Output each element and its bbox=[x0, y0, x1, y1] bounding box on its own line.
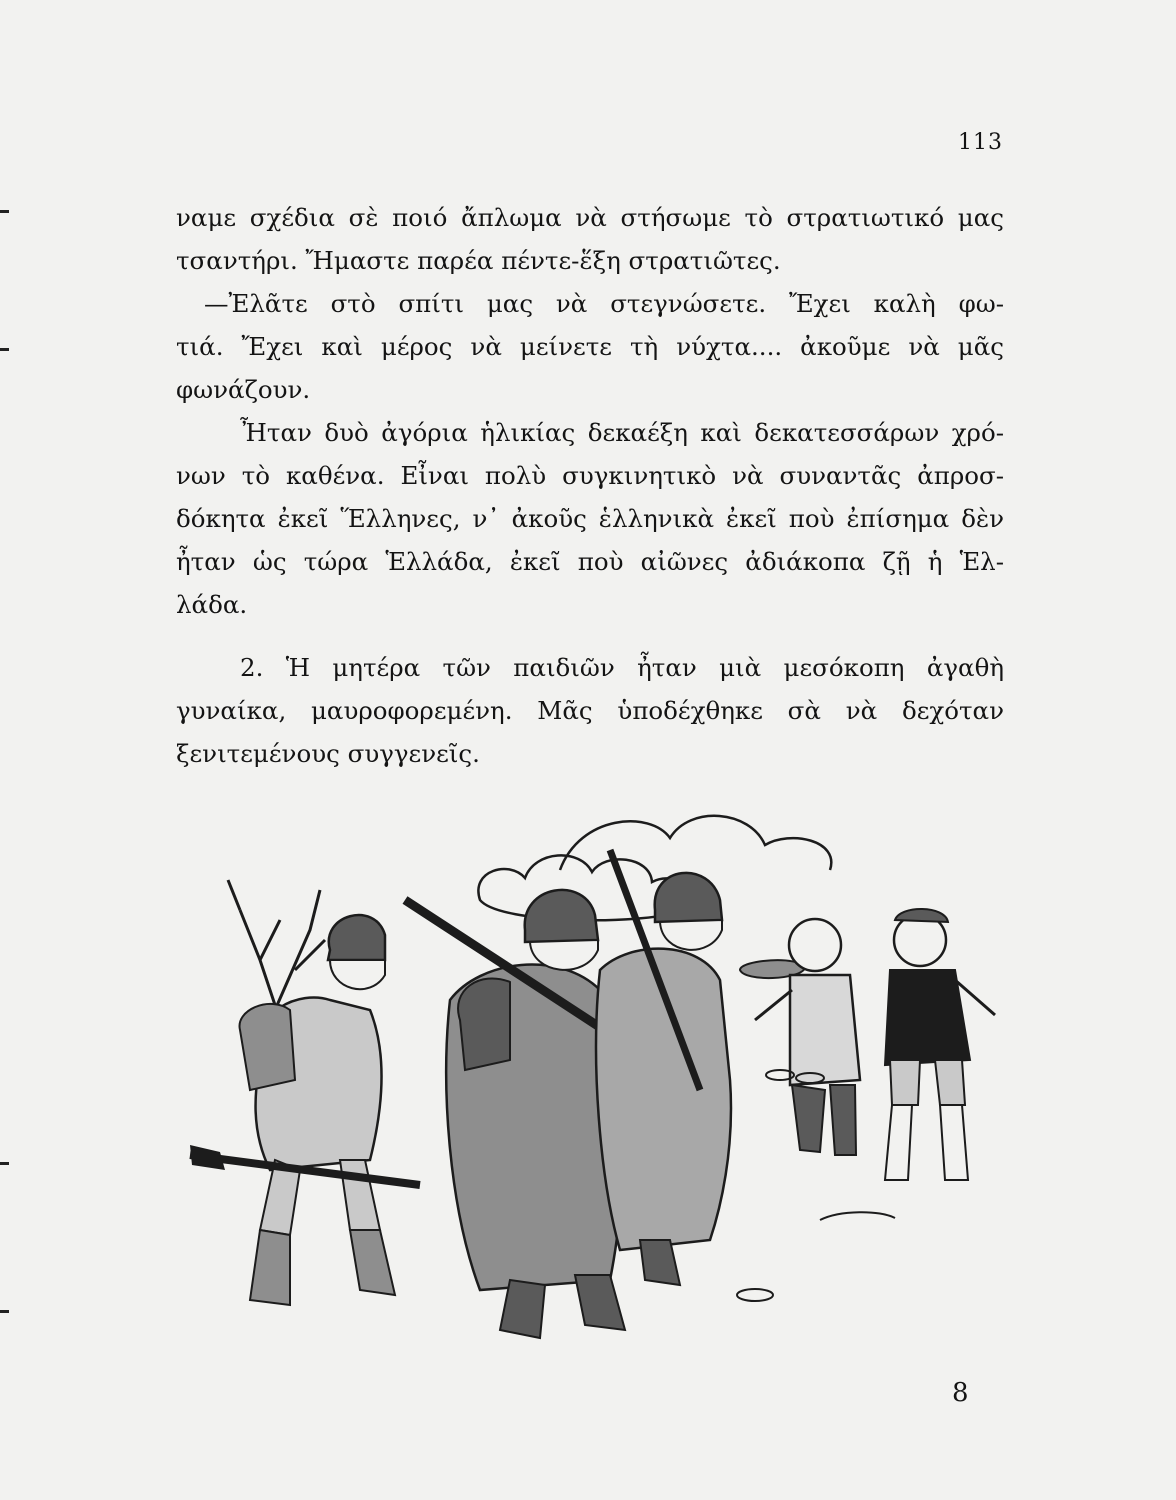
text-line: Ἦταν δυὸ ἀγόρια ἡλικίας δεκαέξη καὶ δεκατεσσάρων χρό- bbox=[240, 418, 1004, 447]
text-line: λάδα. bbox=[176, 590, 248, 619]
soldiers-illustration bbox=[180, 760, 1020, 1360]
margin-mark bbox=[0, 210, 9, 213]
soldier-left bbox=[190, 915, 420, 1305]
cloud-shape bbox=[560, 816, 831, 870]
text-line: ξενιτεμένους συγγενεῖς. bbox=[176, 739, 480, 768]
text-line: τσαντήρι. Ἤμαστε παρέα πέντε-ἕξη στρατιῶτες. bbox=[176, 246, 781, 275]
text-line: ἦταν ὡς τώρα Ἑλλάδα, ἐκεῖ ποὺ αἰῶνες ἀδιάκοπα ζῇ ἡ Ἑλ- bbox=[176, 547, 1004, 576]
text-line: 2. Ἡ μητέρα τῶν παιδιῶν ἦταν μιὰ μεσόκοπη ἀγαθὴ bbox=[240, 653, 1004, 682]
page-number: 113 bbox=[958, 130, 1003, 155]
text-line: φωνάζουν. bbox=[176, 375, 311, 404]
text-line: γυναίκα, μαυροφορεμένη. Μᾶς ὑποδέχθηκε σὰ νὰ δεχόταν bbox=[176, 696, 1004, 725]
body-text bbox=[176, 196, 1004, 775]
text-line: νων τὸ καθένα. Εἶναι πολὺ συγκινητικὸ νὰ συναντᾶς ἀπροσ- bbox=[176, 461, 1004, 490]
boy-dark-jacket bbox=[885, 909, 995, 1180]
text-line: δόκητα ἐκεῖ Ἕλληνες, ν᾿ ἀκοῦς ἑλληνικὰ ἐκεῖ ποὺ ἐπίσημα δὲν bbox=[176, 504, 1004, 533]
soldier-right bbox=[596, 850, 731, 1285]
boy-with-tray bbox=[740, 919, 860, 1155]
text-line: ναμε σχέδια σὲ ποιό ἄπλωμα νὰ στήσωμε τὸ στρατιωτικό μας bbox=[176, 203, 1004, 232]
printer-signature: 8 bbox=[952, 1378, 969, 1408]
margin-mark bbox=[0, 1310, 9, 1313]
margin-mark bbox=[0, 1162, 9, 1165]
text-line: τιά. Ἔχει καὶ μέρος νὰ μείνετε τὴ νύχτα.... ἀκοῦμε νὰ μᾶς bbox=[176, 332, 1004, 361]
text-line: —Ἐλᾶτε στὸ σπίτι μας νὰ στεγνώσετε. Ἔχει καλὴ φω- bbox=[204, 289, 1004, 318]
margin-mark bbox=[0, 348, 9, 351]
